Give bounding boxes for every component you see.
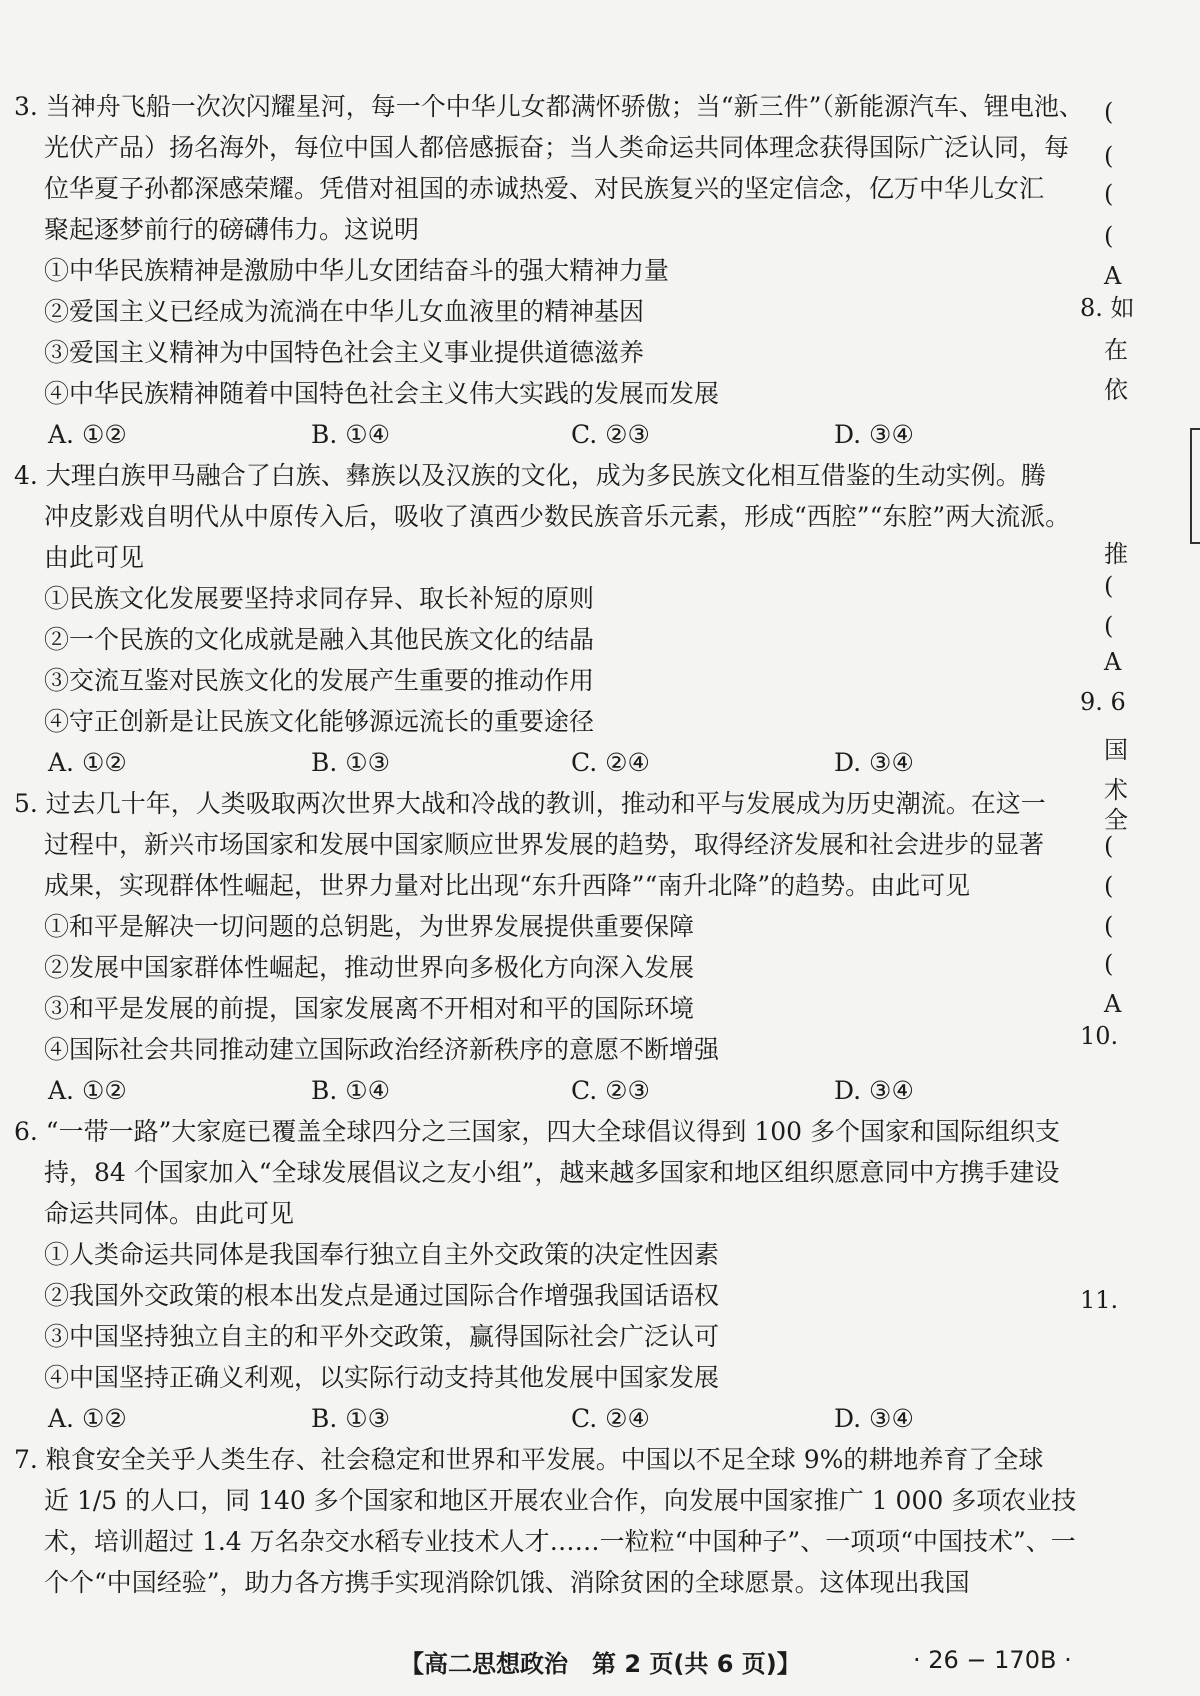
cutoff-text-fragment: ( — [1104, 180, 1114, 208]
answer-choice-d[interactable]: D. ③④ — [834, 1076, 914, 1105]
answer-choice-b[interactable]: B. ①④ — [311, 420, 391, 449]
cutoff-text-fragment: ( — [1104, 912, 1114, 940]
question-stem-line: 冲皮影戏自明代从中原传入后，吸收了滇西少数民族音乐元素，形成“西腔”“东腔”两大流派。 — [44, 502, 1071, 531]
statement-option: ④中华民族精神随着中国特色社会主义伟大实践的发展而发展 — [44, 379, 720, 408]
question-stem-line: 过程中，新兴市场国家和发展中国家顺应世界发展的趋势，取得经济发展和社会进步的显著 — [44, 830, 1045, 859]
cutoff-text-fragment: 依 — [1104, 376, 1128, 404]
answer-choice-c[interactable]: C. ②④ — [571, 748, 650, 777]
question-stem-line: 命运共同体。由此可见 — [44, 1199, 295, 1228]
cutoff-text-fragment: ( — [1104, 950, 1114, 978]
statement-option: ①人类命运共同体是我国奉行独立自主外交政策的决定性因素 — [44, 1240, 720, 1269]
cutoff-table-frame — [1190, 428, 1200, 544]
cutoff-text-fragment: ( — [1104, 98, 1114, 126]
cutoff-text-fragment: ( — [1104, 612, 1114, 640]
answer-choice-c[interactable]: C. ②③ — [571, 1076, 650, 1105]
cutoff-text-fragment: 9. 6 — [1080, 688, 1126, 716]
answer-choice-d[interactable]: D. ③④ — [834, 1404, 914, 1433]
cutoff-text-fragment: ( — [1104, 872, 1114, 900]
question-6 — [14, 1111, 1094, 1439]
question-stem-first-line: 7. 粮食安全关乎人类生存、社会稳定和世界和平发展。中国以不足全球 9%的耕地养育了全球 — [14, 1445, 1044, 1474]
cutoff-text-fragment: A — [1104, 990, 1122, 1018]
statement-option: ④中国坚持正确义利观，以实际行动支持其他发展中国家发展 — [44, 1363, 720, 1392]
question-stem-line: 成果，实现群体性崛起，世界力量对比出现“东升西降”“南升北降”的趋势。由此可见 — [44, 871, 971, 900]
answer-choices — [14, 414, 1094, 455]
answer-choice-d[interactable]: D. ③④ — [834, 420, 914, 449]
answer-choice-a[interactable]: A. ①② — [48, 1076, 127, 1105]
statement-option: ②爱国主义已经成为流淌在中华儿女血液里的精神基因 — [44, 297, 645, 326]
question-stem-line: 持，84 个国家加入“全球发展倡议之友小组”，越来越多国家和地区组织愿意同中方携手建设 — [44, 1158, 1060, 1187]
statement-option: ①中华民族精神是激励中华儿女团结奋斗的强大精神力量 — [44, 256, 670, 285]
cutoff-text-fragment: A — [1104, 262, 1122, 290]
cutoff-text-fragment: A — [1104, 648, 1122, 676]
statement-option: ④国际社会共同推动建立国际政治经济新秩序的意愿不断增强 — [44, 1035, 720, 1064]
cutoff-text-fragment: 推 — [1104, 540, 1128, 568]
statement-option: ②一个民族的文化成就是融入其他民族文化的结晶 — [44, 625, 595, 654]
answer-choice-c[interactable]: C. ②③ — [571, 420, 650, 449]
cutoff-text-fragment: ( — [1104, 572, 1114, 600]
statement-option: ②发展中国家群体性崛起，推动世界向多极化方向深入发展 — [44, 953, 695, 982]
cutoff-text-fragment: 10. — [1080, 1022, 1119, 1050]
answer-choice-b[interactable]: B. ①④ — [311, 1076, 391, 1105]
question-stem-first-line: 5. 过去几十年，人类吸取两次世界大战和冷战的教训，推动和平与发展成为历史潮流。在这一 — [14, 789, 1046, 818]
question-stem-line: 个个“中国经验”，助力各方携手实现消除饥饿、消除贫困的全球愿景。这体现出我国 — [44, 1568, 970, 1597]
question-stem-line: 由此可见 — [44, 543, 145, 572]
question-stem-line: 位华夏子孙都深感荣耀。凭借对祖国的赤诚热爱、对民族复兴的坚定信念，亿万中华儿女汇 — [44, 174, 1045, 203]
statement-option: ③和平是发展的前提，国家发展离不开相对和平的国际环境 — [44, 994, 695, 1023]
statement-option: ①和平是解决一切问题的总钥匙，为世界发展提供重要保障 — [44, 912, 695, 941]
cutoff-text-fragment: 国 — [1104, 736, 1128, 764]
answer-choices — [14, 742, 1094, 783]
question-stem-line: 聚起逐梦前行的磅礴伟力。这说明 — [44, 215, 420, 244]
cutoff-text-fragment: 8. 如 — [1080, 294, 1135, 322]
cutoff-text-fragment: 在 — [1104, 336, 1128, 364]
answer-choice-c[interactable]: C. ②④ — [571, 1404, 650, 1433]
answer-choices — [14, 1398, 1094, 1439]
statement-option: ③中国坚持独立自主的和平外交政策，赢得国际社会广泛认可 — [44, 1322, 720, 1351]
answer-choice-a[interactable]: A. ①② — [48, 1404, 127, 1433]
question-stem-first-line: 4. 大理白族甲马融合了白族、彝族以及汉族的文化，成为多民族文化相互借鉴的生动实例。腾 — [14, 461, 1046, 490]
question-4 — [14, 455, 1094, 783]
cutoff-text-fragment: ( — [1104, 222, 1114, 250]
cutoff-text-fragment: 术 — [1104, 776, 1128, 804]
question-7 — [14, 1439, 1094, 1603]
cutoff-text-fragment: ( — [1104, 832, 1114, 860]
question-stem-first-line: 3. 当神舟飞船一次次闪耀星河，每一个中华儿女都满怀骄傲；当“新三件”（新能源汽车、锂电池、 — [14, 92, 1084, 121]
answer-choice-a[interactable]: A. ①② — [48, 748, 127, 777]
cutoff-text-fragment: 全 — [1104, 806, 1128, 834]
answer-choice-d[interactable]: D. ③④ — [834, 748, 914, 777]
answer-choices — [14, 1070, 1094, 1111]
page-footer — [0, 1644, 1100, 1684]
answer-choice-b[interactable]: B. ①③ — [311, 1404, 391, 1433]
question-3 — [14, 86, 1094, 455]
question-stem-line: 术，培训超过 1.4 万名杂交水稻专业技术人才……一粒粒“中国种子”、一项项“中国技术”、一 — [44, 1527, 1076, 1556]
cutoff-text-fragment: ( — [1104, 142, 1114, 170]
answer-choice-b[interactable]: B. ①③ — [311, 748, 391, 777]
statement-option: ①民族文化发展要坚持求同存异、取长补短的原则 — [44, 584, 595, 613]
footer-title: 【高二思想政治 第 2 页(共 6 页)】 — [400, 1650, 801, 1678]
adjacent-column-cutoff — [1080, 0, 1200, 1696]
question-5 — [14, 783, 1094, 1111]
answer-choice-a[interactable]: A. ①② — [48, 420, 127, 449]
question-stem-line: 近 1/5 的人口，同 140 多个国家和地区开展农业合作，向发展中国家推广 1 000 多项农业技 — [44, 1486, 1077, 1515]
statement-option: ③爱国主义精神为中国特色社会主义事业提供道德滋养 — [44, 338, 645, 367]
question-column — [14, 86, 1094, 1603]
question-stem-first-line: 6. “一带一路”大家庭已覆盖全球四分之三国家，四大全球倡议得到 100 多个国家和国际组织支 — [14, 1117, 1060, 1146]
cutoff-text-fragment: 11. — [1080, 1286, 1119, 1314]
statement-option: ④守正创新是让民族文化能够源远流长的重要途径 — [44, 707, 595, 736]
question-stem-line: 光伏产品）扬名海外，每位中国人都倍感振奋；当人类命运共同体理念获得国际广泛认同，每 — [44, 133, 1070, 162]
statement-option: ②我国外交政策的根本出发点是通过国际合作增强我国话语权 — [44, 1281, 720, 1310]
footer-code: · 26 − 170B · — [913, 1646, 1072, 1674]
statement-option: ③交流互鉴对民族文化的发展产生重要的推动作用 — [44, 666, 595, 695]
